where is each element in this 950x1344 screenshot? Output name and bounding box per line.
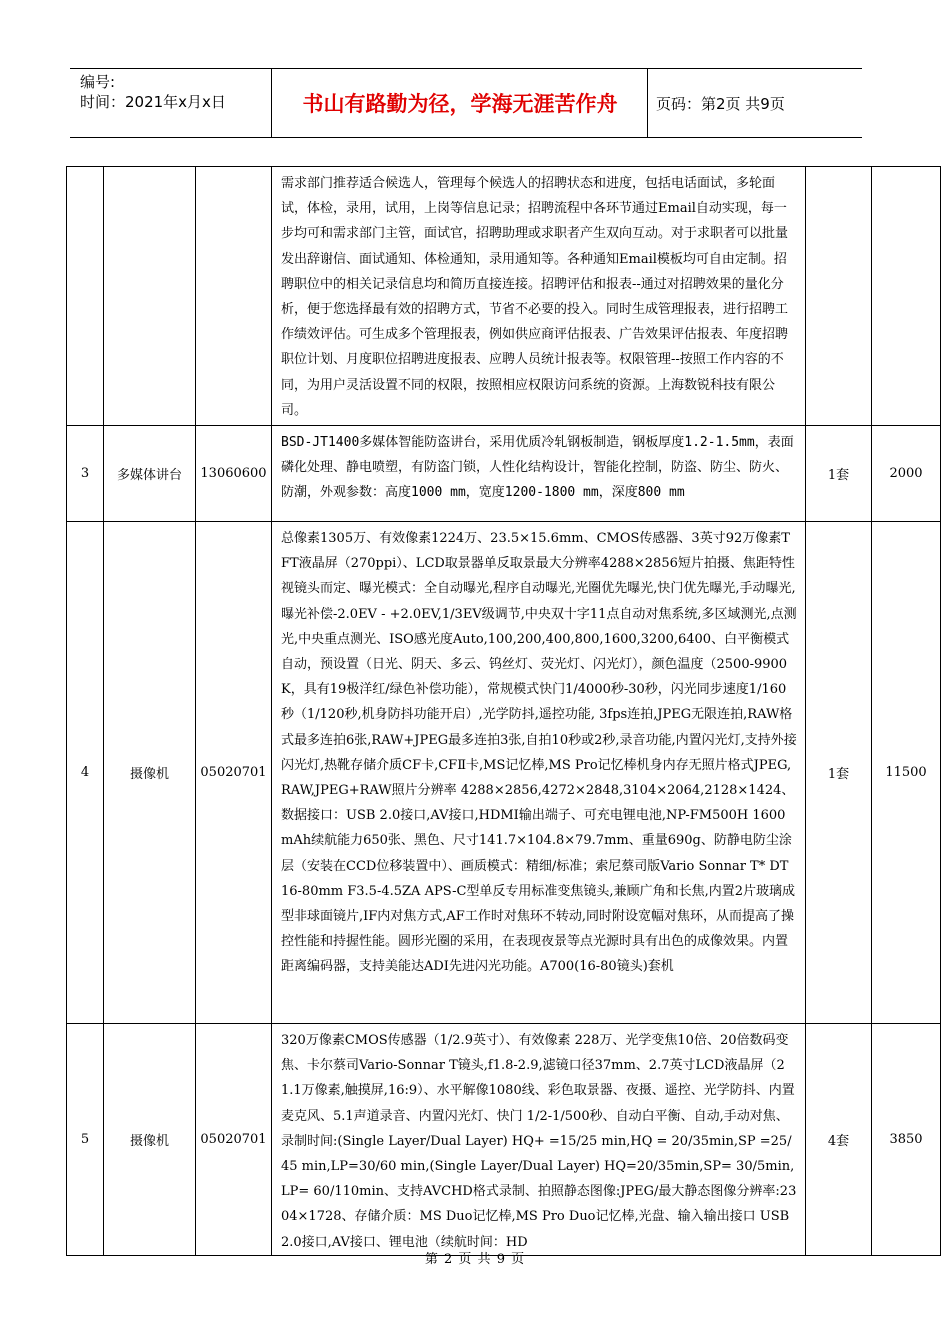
header-info-cell (70, 69, 272, 137)
item-code-cell (196, 167, 272, 426)
item-description-cell: 320万像素CMOS传感器（1/2.9英寸）、有效像素 228万、光学变焦10倍、20倍数码变焦、卡尔蔡司Vario-Sonnar T镜头,f1.8-2.9,滤镜口径37mm、2.7英寸LCD液晶屏（21.1万像素,触摸屏,16:9）、水平解像1080线、彩色取景器、夜摄、遥控、光学防抖、内置麦克风、5.1声道录音、内置闪光灯、快门 1/2-1/500秒、自动白平衡、自动,手动对焦、录制时间:(Single Layer/Dual Layer) HQ+ =15/25 min,HQ = 20/35min,SP =25/45 min,LP=30/60 min,(Single Layer/Dual Layer) HQ=20/35min,SP= 30/5min,LP= 60/110min、支持AVCHD格式录制、拍照静态图像:JPEG/最大静态图像分辨率:2304×1728、存储介质：MS Duo记忆棒,MS Pro Duo记忆棒,光盘、输入输出接口 USB 2.0接口,AV接口、锂电池（续航时间：HD (272, 1024, 806, 1256)
quantity-cell: 4套 (806, 1024, 872, 1256)
quantity-cell: 1套 (806, 522, 872, 1024)
table-row (67, 522, 941, 1024)
item-name-cell: 多媒体讲台 (104, 426, 196, 522)
quantity-cell (806, 167, 872, 426)
header-page-number: 页码：第2页 共9页 (656, 94, 785, 113)
price-cell: 11500 (872, 522, 941, 1024)
price-cell (872, 167, 941, 426)
table-row (67, 426, 941, 522)
page-header (70, 68, 862, 138)
item-description-cell: 需求部门推荐适合候选人，管理每个候选人的招聘状态和进度，包括电话面试，多轮面试，体检，录用，试用，上岗等信息记录；招聘流程中各环节通过Email自动实现，每一步均可和需求部门主管，面试官，招聘助理或求职者产生双向互动。对于求职者可以批量发出辞谢信、面试通知、体检通知，录用通知等。各种通知Email模板均可自由定制。招聘职位中的相关记录信息均和简历直接连接。招聘评估和报表--通过对招聘效果的量化分析，便于您选择最有效的招聘方式，节省不必要的投入。同时生成管理报表，进行招聘工作绩效评估。可生成多个管理报表，例如供应商评估报表、广告效果评估报表、年度招聘职位计划、月度职位招聘进度报表、应聘人员统计报表等。权限管理--按照工作内容的不同，为用户灵活设置不同的权限，按照相应权限访问系统的资源。上海数锐科技有限公司。 (272, 167, 806, 426)
page-footer: 第 2 页 共 9 页 (424, 1252, 526, 1267)
item-description-cell: BSD-JT1400多媒体智能防盗讲台，采用优质冷轧钢板制造，钢板厚度1.2-1.5mm，表面磷化处理、静电喷塑，有防盗门锁，人性化结构设计，智能化控制，防盗、防尘、防火、防潮，外观参数：高度1000 mm，宽度1200-1800 mm，深度800 mm (272, 426, 806, 522)
table-row (67, 1024, 941, 1256)
item-name-cell: 摄像机 (104, 1024, 196, 1256)
row-index-cell (67, 167, 104, 426)
table-row (67, 167, 941, 426)
item-name-cell: 摄像机 (104, 522, 196, 1024)
header-slogan: 书山有路勤为径，学海无涯苦作舟 (273, 69, 648, 137)
document-number-label: 编号: (80, 73, 116, 91)
row-index-cell: 3 (67, 426, 104, 522)
item-code-cell: 05020701 (196, 522, 272, 1024)
row-index-cell: 4 (67, 522, 104, 1024)
price-cell: 2000 (872, 426, 941, 522)
item-code-cell: 05020701 (196, 1024, 272, 1256)
item-name-cell (104, 167, 196, 426)
item-code-cell: 13060600 (196, 426, 272, 522)
quantity-cell: 1套 (806, 426, 872, 522)
price-cell: 3850 (872, 1024, 941, 1256)
document-time-label: 时间：2021年x月x日 (80, 93, 226, 111)
row-index-cell: 5 (67, 1024, 104, 1256)
item-description-cell: 总像素1305万、有效像素1224万、23.5×15.6mm、CMOS传感器、3英寸92万像素TFT液晶屏（270ppi）、LCD取景器单反取景最大分辨率4288×2856短片拍摄、焦距特性视镜头而定、曝光模式：全自动曝光,程序自动曝光,光圈优先曝光,快门优先曝光,手动曝光,曝光补偿-2.0EV - +2.0EV,1/3EV级调节,中央双十字11点自动对焦系统,多区域测光,点测光,中央重点测光、ISO感光度Auto,100,200,400,800,1600,3200,6400、白平衡模式自动，预设置（日光、阴天、多云、钨丝灯、荧光灯、闪光灯），颜色温度（2500-9900K，具有19极洋红/绿色补偿功能），常规模式快门1/4000秒-30秒，闪光同步速度1/160秒（1/120秒,机身防抖功能开启）,光学防抖,遥控功能, 3fps连拍,JPEG无限连拍,RAW格式最多连拍6张,RAW+JPEG最多连拍3张,自拍10秒或2秒,录音功能,内置闪光灯,支持外接闪光灯,热靴存储介质CF卡,CFⅡ卡,MS记忆棒,MS Pro记忆棒机身内存无照片格式JPEG,RAW,JPEG+RAW照片分辨率 4288×2856,4272×2848,3104×2064,2128×1424、数据接口：USB 2.0接口,AV接口,HDMI输出端子、可充电锂电池,NP-FM500H 1600mAh续航能力650张、黑色、尺寸141.7×104.8×79.7mm、重量690g、防静电防尘涂层（安装在CCD位移装置中）、画质模式：精细/标准；索尼蔡司版Vario Sonnar T* DT 16-80mm F3.5-4.5ZA APS-C型单反专用标准变焦镜头,兼顾广角和长焦,内置2片玻璃成型非球面镜片,IF内对焦方式,AF工作时对焦环不转动,同时附设宽幅对焦环，从而提高了操控性能和持握性能。圆形光圈的采用，在表现夜景等点光源时具有出色的成像效果。内置距离编码器，支持美能达ADI先进闪光功能。A700(16-80镜头)套机 (272, 522, 806, 1024)
equipment-table (66, 166, 941, 1256)
